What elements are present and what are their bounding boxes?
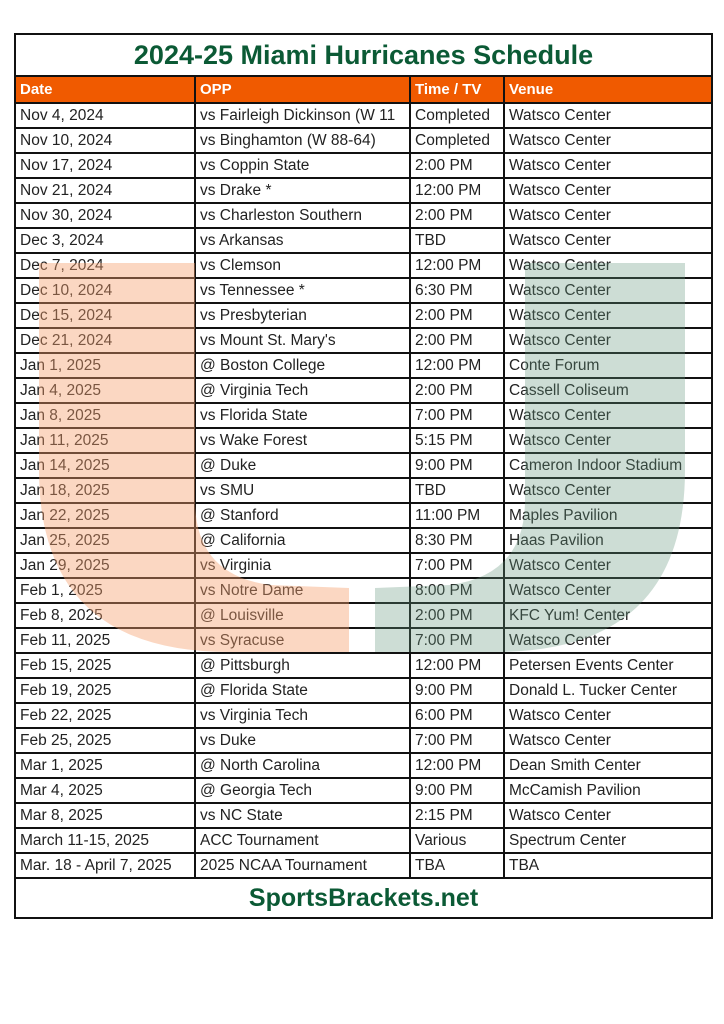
cell-date: Jan 14, 2025 xyxy=(15,453,195,478)
cell-venue: Watsco Center xyxy=(504,428,712,453)
cell-venue: Donald L. Tucker Center xyxy=(504,678,712,703)
cell-date: Dec 7, 2024 xyxy=(15,253,195,278)
cell-opponent: vs Clemson xyxy=(195,253,410,278)
table-row xyxy=(15,853,712,878)
column-header-date: Date xyxy=(15,76,195,103)
cell-opponent: @ Georgia Tech xyxy=(195,778,410,803)
cell-venue: Watsco Center xyxy=(504,553,712,578)
cell-opponent: vs Presbyterian xyxy=(195,303,410,328)
cell-venue: Watsco Center xyxy=(504,228,712,253)
cell-date: Dec 10, 2024 xyxy=(15,278,195,303)
cell-venue: Watsco Center xyxy=(504,178,712,203)
cell-date: Jan 18, 2025 xyxy=(15,478,195,503)
cell-date: Feb 1, 2025 xyxy=(15,578,195,603)
title-row xyxy=(15,34,712,76)
column-header-opp: OPP xyxy=(195,76,410,103)
cell-venue: Watsco Center xyxy=(504,128,712,153)
cell-time-tv: Various xyxy=(410,828,504,853)
cell-date: Feb 11, 2025 xyxy=(15,628,195,653)
table-row xyxy=(15,253,712,278)
table-row xyxy=(15,203,712,228)
cell-time-tv: 9:00 PM xyxy=(410,678,504,703)
table-row xyxy=(15,778,712,803)
cell-date: Mar. 18 - April 7, 2025 xyxy=(15,853,195,878)
cell-date: Mar 8, 2025 xyxy=(15,803,195,828)
cell-time-tv: 7:00 PM xyxy=(410,728,504,753)
table-row xyxy=(15,803,712,828)
table-row xyxy=(15,278,712,303)
cell-time-tv: 2:00 PM xyxy=(410,378,504,403)
table-row xyxy=(15,128,712,153)
cell-time-tv: 2:00 PM xyxy=(410,203,504,228)
cell-venue: Watsco Center xyxy=(504,403,712,428)
header-row xyxy=(15,76,712,103)
column-header-venue: Venue xyxy=(504,76,712,103)
cell-time-tv: 7:00 PM xyxy=(410,403,504,428)
cell-venue: TBA xyxy=(504,853,712,878)
table-row xyxy=(15,303,712,328)
cell-time-tv: 2:00 PM xyxy=(410,328,504,353)
cell-date: Dec 3, 2024 xyxy=(15,228,195,253)
cell-venue: Watsco Center xyxy=(504,253,712,278)
schedule-body xyxy=(15,103,712,878)
table-row xyxy=(15,328,712,353)
cell-venue: Watsco Center xyxy=(504,803,712,828)
table-row xyxy=(15,403,712,428)
cell-time-tv: 6:00 PM xyxy=(410,703,504,728)
cell-date: Feb 19, 2025 xyxy=(15,678,195,703)
cell-opponent: vs Notre Dame xyxy=(195,578,410,603)
cell-date: Feb 15, 2025 xyxy=(15,653,195,678)
cell-opponent: vs Coppin State xyxy=(195,153,410,178)
cell-time-tv: 7:00 PM xyxy=(410,553,504,578)
cell-date: Jan 25, 2025 xyxy=(15,528,195,553)
table-row xyxy=(15,753,712,778)
cell-venue: Watsco Center xyxy=(504,578,712,603)
cell-date: Dec 21, 2024 xyxy=(15,328,195,353)
table-row xyxy=(15,553,712,578)
page-title: 2024-25 Miami Hurricanes Schedule xyxy=(15,34,712,76)
cell-date: Jan 29, 2025 xyxy=(15,553,195,578)
footer-row xyxy=(15,878,712,918)
cell-venue: Watsco Center xyxy=(504,303,712,328)
cell-time-tv: 2:00 PM xyxy=(410,603,504,628)
cell-venue: Spectrum Center xyxy=(504,828,712,853)
cell-opponent: @ California xyxy=(195,528,410,553)
cell-opponent: vs Arkansas xyxy=(195,228,410,253)
cell-time-tv: 12:00 PM xyxy=(410,353,504,378)
cell-date: March 11-15, 2025 xyxy=(15,828,195,853)
cell-opponent: vs Charleston Southern xyxy=(195,203,410,228)
table-row xyxy=(15,578,712,603)
cell-opponent: vs Florida State xyxy=(195,403,410,428)
table-row xyxy=(15,828,712,853)
cell-opponent: vs Mount St. Mary's xyxy=(195,328,410,353)
cell-opponent: @ Pittsburgh xyxy=(195,653,410,678)
cell-time-tv: 9:00 PM xyxy=(410,453,504,478)
cell-time-tv: 8:30 PM xyxy=(410,528,504,553)
table-row xyxy=(15,428,712,453)
table-row xyxy=(15,378,712,403)
cell-venue: Cassell Coliseum xyxy=(504,378,712,403)
cell-opponent: vs Binghamton (W 88-64) xyxy=(195,128,410,153)
cell-opponent: ACC Tournament xyxy=(195,828,410,853)
cell-date: Jan 4, 2025 xyxy=(15,378,195,403)
cell-date: Mar 1, 2025 xyxy=(15,753,195,778)
cell-date: Nov 17, 2024 xyxy=(15,153,195,178)
cell-time-tv: TBD xyxy=(410,478,504,503)
cell-venue: Watsco Center xyxy=(504,628,712,653)
cell-venue: Watsco Center xyxy=(504,278,712,303)
cell-venue: Maples Pavilion xyxy=(504,503,712,528)
cell-venue: Dean Smith Center xyxy=(504,753,712,778)
cell-date: Feb 25, 2025 xyxy=(15,728,195,753)
cell-venue: Petersen Events Center xyxy=(504,653,712,678)
cell-opponent: @ Florida State xyxy=(195,678,410,703)
footer-brand: SportsBrackets.net xyxy=(15,878,712,918)
cell-opponent: vs Syracuse xyxy=(195,628,410,653)
cell-time-tv: 8:00 PM xyxy=(410,578,504,603)
cell-opponent: @ Virginia Tech xyxy=(195,378,410,403)
cell-opponent: vs Duke xyxy=(195,728,410,753)
cell-opponent: vs Virginia xyxy=(195,553,410,578)
cell-venue: Watsco Center xyxy=(504,103,712,128)
cell-venue: Watsco Center xyxy=(504,728,712,753)
cell-time-tv: 7:00 PM xyxy=(410,628,504,653)
table-row xyxy=(15,653,712,678)
cell-date: Jan 1, 2025 xyxy=(15,353,195,378)
cell-date: Jan 11, 2025 xyxy=(15,428,195,453)
cell-opponent: vs Tennessee * xyxy=(195,278,410,303)
cell-time-tv: 12:00 PM xyxy=(410,253,504,278)
table-row xyxy=(15,678,712,703)
table-row xyxy=(15,503,712,528)
cell-time-tv: 5:15 PM xyxy=(410,428,504,453)
cell-opponent: @ Boston College xyxy=(195,353,410,378)
schedule-table xyxy=(14,33,713,919)
cell-time-tv: TBA xyxy=(410,853,504,878)
cell-time-tv: 2:00 PM xyxy=(410,303,504,328)
table-row xyxy=(15,728,712,753)
cell-time-tv: 12:00 PM xyxy=(410,653,504,678)
table-row xyxy=(15,228,712,253)
cell-opponent: vs Virginia Tech xyxy=(195,703,410,728)
cell-opponent: @ Duke xyxy=(195,453,410,478)
cell-date: Feb 8, 2025 xyxy=(15,603,195,628)
cell-date: Nov 10, 2024 xyxy=(15,128,195,153)
cell-opponent: @ Louisville xyxy=(195,603,410,628)
table-row xyxy=(15,478,712,503)
cell-time-tv: Completed xyxy=(410,103,504,128)
cell-time-tv: TBD xyxy=(410,228,504,253)
table-row xyxy=(15,528,712,553)
cell-opponent: @ Stanford xyxy=(195,503,410,528)
table-row xyxy=(15,453,712,478)
cell-time-tv: Completed xyxy=(410,128,504,153)
cell-venue: Watsco Center xyxy=(504,328,712,353)
cell-date: Nov 21, 2024 xyxy=(15,178,195,203)
cell-opponent: vs Fairleigh Dickinson (W 11 xyxy=(195,103,410,128)
cell-time-tv: 2:00 PM xyxy=(410,153,504,178)
table-row xyxy=(15,628,712,653)
cell-venue: Cameron Indoor Stadium xyxy=(504,453,712,478)
cell-venue: Watsco Center xyxy=(504,203,712,228)
cell-date: Jan 8, 2025 xyxy=(15,403,195,428)
cell-time-tv: 2:15 PM xyxy=(410,803,504,828)
cell-opponent: vs NC State xyxy=(195,803,410,828)
cell-date: Dec 15, 2024 xyxy=(15,303,195,328)
cell-time-tv: 12:00 PM xyxy=(410,178,504,203)
cell-venue: Haas Pavilion xyxy=(504,528,712,553)
cell-date: Jan 22, 2025 xyxy=(15,503,195,528)
cell-date: Mar 4, 2025 xyxy=(15,778,195,803)
table-row xyxy=(15,703,712,728)
cell-date: Feb 22, 2025 xyxy=(15,703,195,728)
cell-time-tv: 9:00 PM xyxy=(410,778,504,803)
cell-time-tv: 6:30 PM xyxy=(410,278,504,303)
cell-opponent: vs SMU xyxy=(195,478,410,503)
cell-venue: KFC Yum! Center xyxy=(504,603,712,628)
cell-venue: Watsco Center xyxy=(504,478,712,503)
cell-opponent: 2025 NCAA Tournament xyxy=(195,853,410,878)
cell-venue: McCamish Pavilion xyxy=(504,778,712,803)
table-row xyxy=(15,153,712,178)
cell-venue: Watsco Center xyxy=(504,703,712,728)
cell-time-tv: 11:00 PM xyxy=(410,503,504,528)
table-row xyxy=(15,603,712,628)
table-row xyxy=(15,353,712,378)
cell-time-tv: 12:00 PM xyxy=(410,753,504,778)
table-row xyxy=(15,103,712,128)
cell-opponent: @ North Carolina xyxy=(195,753,410,778)
cell-opponent: vs Wake Forest xyxy=(195,428,410,453)
column-header-time-tv: Time / TV xyxy=(410,76,504,103)
cell-venue: Watsco Center xyxy=(504,153,712,178)
cell-opponent: vs Drake * xyxy=(195,178,410,203)
cell-date: Nov 4, 2024 xyxy=(15,103,195,128)
cell-venue: Conte Forum xyxy=(504,353,712,378)
table-row xyxy=(15,178,712,203)
cell-date: Nov 30, 2024 xyxy=(15,203,195,228)
